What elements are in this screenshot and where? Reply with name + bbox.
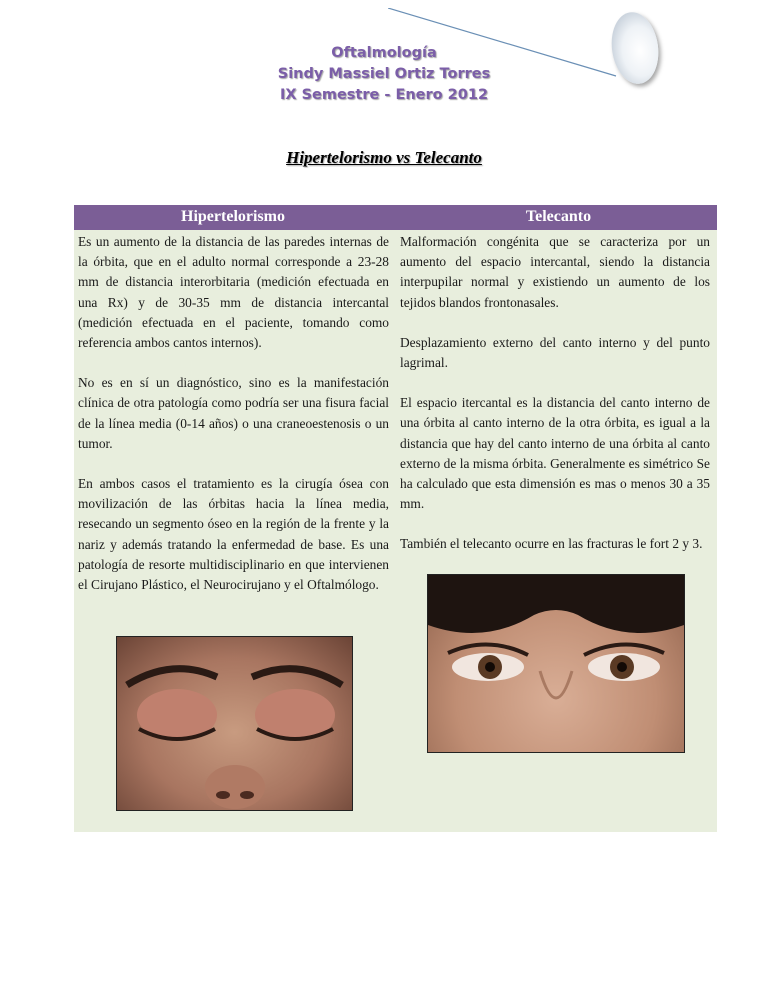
- column-header-hipertelorismo: Hipertelorismo: [181, 208, 285, 225]
- paragraph: También el telecanto ocurre en las fracturas le fort 2 y 3.: [400, 536, 703, 552]
- paragraph: En ambos casos el tratamiento es la cirugía ósea con movilización de las órbitas hacia la línea media, resecando un segmento óseo en la región de la frente y la nariz y además tratando la enfermedad de base. Es una patología de resorte multidisciplinario en que intervienen el Cirujano Plástico, el Neurocirujano y el Oftalmólogo.: [78, 476, 389, 593]
- author-name: Sindy Massiel Ortiz Torres: [277, 66, 491, 82]
- paragraph: Desplazamiento externo del canto interno y del punto lagrimal.: [400, 334, 710, 371]
- semester-date: IX Semestre - Enero 2012: [279, 87, 489, 103]
- paragraph: Es un aumento de la distancia de las paredes internas de la órbita, que en el adulto normal corresponde a 23-28 mm de distancia interorbitaria (medición efectuada en una Rx) y de 30-35 mm de distancia intercantal (medición efectuada en el paciente, tomando como referencia ambos cantos internos).: [78, 234, 389, 351]
- telecanthus-photo: [427, 574, 685, 753]
- paragraph: No es en sí un diagnóstico, sino es la manifestación clínica de otra patología como podría ser una fisura facial de la línea media (0-14 años) o una craneoestenosis o un tumor.: [78, 375, 389, 451]
- hypertelorism-photo: [116, 636, 353, 811]
- column-telecanto: [400, 232, 710, 575]
- page-title: Hipertelorismo vs Telecanto: [286, 148, 482, 167]
- subject-title: Oftalmología: [331, 45, 437, 61]
- paragraph: Malformación congénita que se caracteriza por un aumento del espacio intercantal, siendo la distancia interpupilar normal y existiendo un aumento de los tejidos blandos frontonasales.: [400, 234, 710, 310]
- document-header: [0, 43, 768, 106]
- table-header-row: [74, 205, 717, 230]
- paragraph: El espacio itercantal es la distancia del canto interno de una órbita al canto interno de la otra órbita, es igual a la distancia que hay del canto interno de una órbita al canto externo de la misma órbita. Generalmente es simétrico Se ha calculado que esta dimensión es mas o menos 30 a 35 mm.: [400, 395, 710, 512]
- column-header-telecanto: Telecanto: [525, 208, 592, 225]
- column-hipertelorismo: [78, 232, 389, 615]
